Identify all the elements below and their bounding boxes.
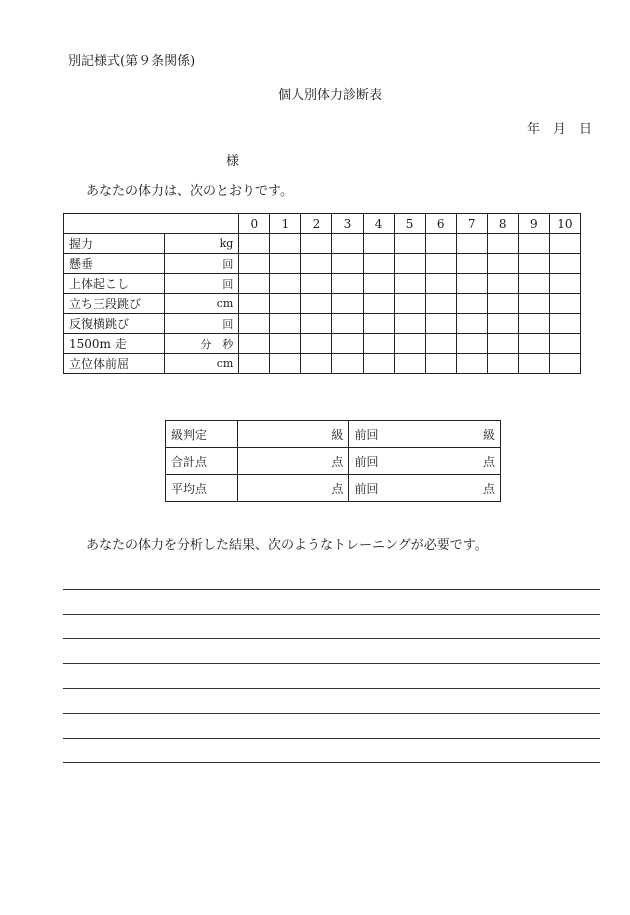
score-cell[interactable]	[518, 234, 549, 254]
score-row	[64, 294, 581, 314]
score-cell[interactable]	[363, 234, 394, 254]
recipient-suffix: 様	[226, 154, 240, 169]
summary-row	[166, 421, 501, 448]
previous-label: 前回	[354, 454, 379, 469]
score-cell[interactable]	[456, 274, 487, 294]
score-cell[interactable]	[487, 334, 518, 354]
writing-line[interactable]	[63, 713, 600, 714]
score-cell[interactable]	[549, 254, 580, 274]
score-row	[64, 354, 581, 374]
score-cell[interactable]	[518, 354, 549, 374]
score-cell[interactable]	[518, 334, 549, 354]
summary-current-value[interactable]: 点	[237, 475, 349, 502]
summary-label: 平均点	[166, 475, 238, 502]
item-label: 立位体前屈	[64, 354, 165, 374]
score-cell[interactable]	[394, 234, 425, 254]
previous-unit: 点	[482, 481, 495, 496]
writing-line[interactable]	[63, 688, 600, 689]
score-cell[interactable]	[332, 314, 363, 334]
score-header-cell: 6	[425, 214, 456, 234]
item-unit[interactable]: 回	[165, 314, 239, 334]
score-cell[interactable]	[239, 274, 270, 294]
score-cell[interactable]	[456, 314, 487, 334]
previous-label: 前回	[354, 427, 379, 442]
score-row	[64, 254, 581, 274]
score-cell[interactable]	[518, 294, 549, 314]
item-label: 1500m 走	[64, 334, 165, 354]
score-cell[interactable]	[301, 354, 332, 374]
score-cell[interactable]	[332, 294, 363, 314]
score-cell[interactable]	[332, 234, 363, 254]
score-cell[interactable]	[301, 234, 332, 254]
score-cell[interactable]	[456, 294, 487, 314]
score-cell[interactable]	[332, 254, 363, 274]
form-note: 別記様式(第９条関係)	[68, 54, 196, 69]
summary-previous-value[interactable]	[349, 421, 501, 448]
score-cell[interactable]	[363, 254, 394, 274]
header-blank-cell	[64, 214, 239, 234]
score-cell[interactable]	[425, 234, 456, 254]
score-row	[64, 274, 581, 294]
summary-label: 合計点	[166, 448, 238, 475]
score-cell[interactable]	[270, 314, 301, 334]
score-cell[interactable]	[270, 274, 301, 294]
score-cell[interactable]	[425, 334, 456, 354]
summary-previous-value[interactable]	[349, 448, 501, 475]
score-cell[interactable]	[363, 354, 394, 374]
score-header-cell: 3	[332, 214, 363, 234]
score-cell[interactable]	[363, 334, 394, 354]
summary-label: 級判定	[166, 421, 238, 448]
score-row	[64, 334, 581, 354]
item-label: 上体起こし	[64, 274, 165, 294]
score-cell[interactable]	[549, 234, 580, 254]
score-row	[64, 314, 581, 334]
score-cell[interactable]	[487, 354, 518, 374]
score-cell[interactable]	[425, 274, 456, 294]
score-cell[interactable]	[270, 294, 301, 314]
writing-line[interactable]	[63, 589, 600, 590]
previous-unit: 点	[482, 454, 495, 469]
score-header-row	[64, 214, 581, 234]
score-cell[interactable]	[487, 254, 518, 274]
score-cell[interactable]	[394, 314, 425, 334]
score-cell[interactable]	[270, 254, 301, 274]
score-cell[interactable]	[239, 254, 270, 274]
item-label: 立ち三段跳び	[64, 294, 165, 314]
score-cell[interactable]	[239, 234, 270, 254]
score-cell[interactable]	[394, 334, 425, 354]
score-cell[interactable]	[270, 234, 301, 254]
writing-line[interactable]	[63, 614, 600, 615]
score-cell[interactable]	[549, 274, 580, 294]
summary-previous-value[interactable]	[349, 475, 501, 502]
score-cell[interactable]	[518, 274, 549, 294]
score-cell[interactable]	[239, 354, 270, 374]
item-label: 懸垂	[64, 254, 165, 274]
score-header-cell: 5	[394, 214, 425, 234]
item-unit[interactable]: 回	[165, 274, 239, 294]
summary-current-value[interactable]: 点	[237, 448, 349, 475]
score-cell[interactable]	[456, 234, 487, 254]
score-cell[interactable]	[549, 334, 580, 354]
summary-table	[165, 420, 501, 502]
writing-line[interactable]	[63, 663, 600, 664]
score-header-cell: 8	[487, 214, 518, 234]
item-unit[interactable]: cm	[165, 294, 239, 314]
score-header-cell: 9	[518, 214, 549, 234]
analysis-text: あなたの体力を分析した結果、次のようなトレーニングが必要です。	[86, 538, 488, 553]
score-row	[64, 234, 581, 254]
score-cell[interactable]	[363, 294, 394, 314]
score-cell[interactable]	[301, 314, 332, 334]
score-cell[interactable]	[425, 354, 456, 374]
score-cell[interactable]	[301, 334, 332, 354]
score-cell[interactable]	[332, 354, 363, 374]
intro-text: あなたの体力は、次のとおりです。	[86, 184, 293, 199]
score-header-cell: 2	[301, 214, 332, 234]
score-cell[interactable]	[487, 314, 518, 334]
score-cell[interactable]	[301, 254, 332, 274]
score-cell[interactable]	[518, 314, 549, 334]
item-unit[interactable]: 分 秒	[165, 334, 239, 354]
score-header-cell: 7	[456, 214, 487, 234]
item-label: 反復横跳び	[64, 314, 165, 334]
score-cell[interactable]	[487, 274, 518, 294]
score-cell[interactable]	[487, 234, 518, 254]
score-header-cell: 1	[270, 214, 301, 234]
item-label: 握力	[64, 234, 165, 254]
score-header-cell: 4	[363, 214, 394, 234]
score-cell[interactable]	[549, 314, 580, 334]
page-title: 個人別体力診断表	[277, 88, 382, 103]
score-cell[interactable]	[394, 294, 425, 314]
score-cell[interactable]	[487, 294, 518, 314]
score-cell[interactable]	[549, 294, 580, 314]
score-cell[interactable]	[363, 274, 394, 294]
writing-line[interactable]	[63, 638, 600, 639]
score-cell[interactable]	[456, 334, 487, 354]
score-cell[interactable]	[332, 334, 363, 354]
score-cell[interactable]	[394, 254, 425, 274]
score-cell[interactable]	[394, 274, 425, 294]
score-cell[interactable]	[239, 294, 270, 314]
previous-wrap	[354, 453, 495, 470]
summary-row	[166, 475, 501, 502]
item-unit[interactable]: 回	[165, 254, 239, 274]
score-cell[interactable]	[394, 354, 425, 374]
item-unit[interactable]: cm	[165, 354, 239, 374]
score-cell[interactable]	[239, 314, 270, 334]
score-cell[interactable]	[456, 354, 487, 374]
score-cell[interactable]	[425, 314, 456, 334]
previous-wrap	[354, 426, 495, 443]
item-unit[interactable]: kg	[165, 234, 239, 254]
previous-wrap	[354, 480, 495, 497]
score-table	[63, 213, 581, 374]
summary-current-value[interactable]: 級	[237, 421, 349, 448]
date-line: 年 月 日	[526, 122, 592, 137]
previous-label: 前回	[354, 481, 379, 496]
score-cell[interactable]	[363, 314, 394, 334]
score-header-cell: 0	[239, 214, 270, 234]
score-header-cell: 10	[549, 214, 580, 234]
writing-line[interactable]	[63, 762, 600, 763]
previous-unit: 級	[482, 427, 495, 442]
score-cell[interactable]	[270, 354, 301, 374]
score-cell[interactable]	[332, 274, 363, 294]
score-cell[interactable]	[425, 254, 456, 274]
score-cell[interactable]	[456, 254, 487, 274]
writing-line[interactable]	[63, 738, 600, 739]
score-cell[interactable]	[425, 294, 456, 314]
score-cell[interactable]	[301, 274, 332, 294]
score-cell[interactable]	[270, 334, 301, 354]
score-cell[interactable]	[518, 254, 549, 274]
score-cell[interactable]	[549, 354, 580, 374]
score-cell[interactable]	[239, 334, 270, 354]
summary-row	[166, 448, 501, 475]
score-cell[interactable]	[301, 294, 332, 314]
